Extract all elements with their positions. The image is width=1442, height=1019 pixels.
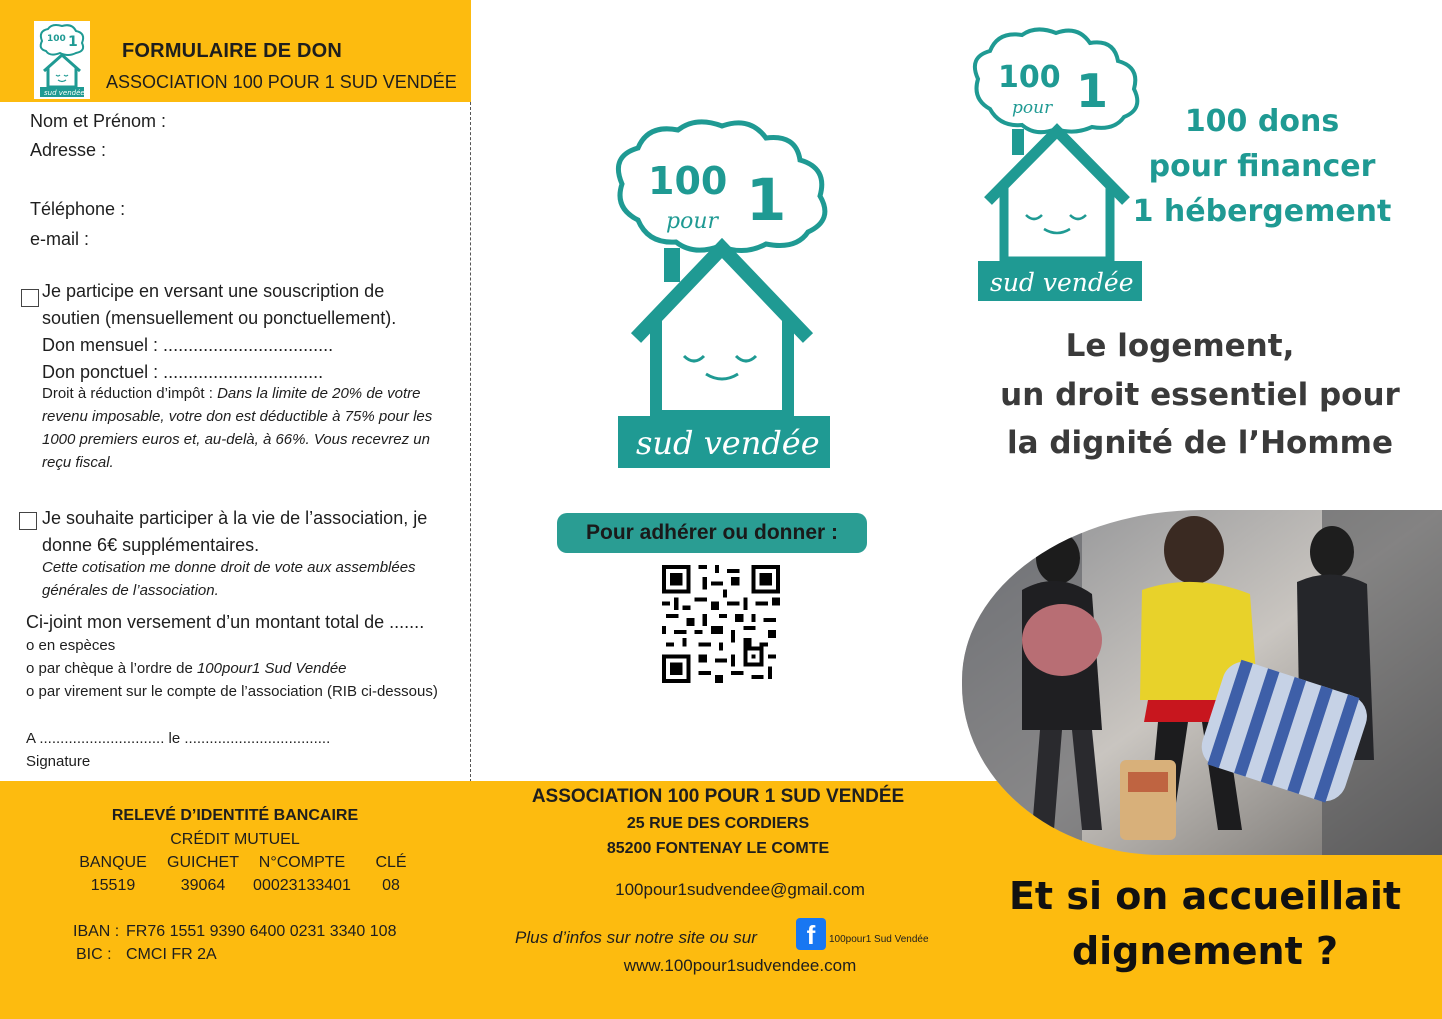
option2-note: [42, 556, 467, 602]
svg-text:100: 100: [998, 60, 1061, 95]
form-title: FORMULAIRE DE DON: [122, 40, 343, 62]
qr-code[interactable]: [662, 565, 780, 683]
option2-note-line1: Cette cotisation me donne droit de vote aux assemblées: [42, 559, 416, 576]
question-line2: dignement ?: [1071, 929, 1339, 973]
bank-name: CRÉDIT MUTUEL: [170, 831, 300, 848]
bank-header-guichet: GUICHET: [167, 854, 239, 871]
phone-field-label: Téléphone :: [30, 199, 126, 219]
slogan-line2: pour financer: [1148, 149, 1376, 184]
pay-check-option: o par chèque à l’ordre de: [26, 660, 197, 677]
iban-value: FR76 1551 9390 6400 0231 3340 108: [126, 923, 397, 940]
headline-line1: Le logement,: [1065, 328, 1295, 364]
bank-value-guichet: 39064: [180, 877, 226, 894]
svg-text:sud vendée: sud vendée: [990, 268, 1134, 297]
subscription-checkbox[interactable]: [21, 289, 39, 307]
question-line1: Et si on accueillait: [1008, 874, 1402, 918]
join-donate-banner: Pour adhérer ou donner :: [557, 513, 867, 553]
bank-header-cle: CLÉ: [375, 854, 407, 871]
option2-note-line2: générales de l’association.: [42, 582, 219, 599]
pay-transfer-option: o par virement sur le compte de l’association (RIB ci-dessous): [26, 683, 438, 700]
name-field-label: Nom et Prénom :: [30, 111, 167, 131]
bank-header-banque: BANQUE: [79, 854, 147, 871]
headline-line3: la dignité de l’Homme: [1007, 425, 1393, 461]
option1-line2: soutien (mensuellement ou ponctuellement).: [42, 308, 397, 328]
header-logo: [34, 21, 90, 99]
footer-association: ASSOCIATION 100 POUR 1 SUD VENDÉE: [531, 786, 905, 807]
svg-text:sud vendée: sud vendée: [44, 89, 85, 97]
iban-label: IBAN :: [73, 923, 120, 940]
address-field-label: Adresse :: [30, 140, 107, 160]
bic-label: BIC :: [76, 946, 112, 963]
cover-logo: [958, 25, 1156, 305]
oneoff-donation-field: Don ponctuel : ................................: [42, 362, 324, 382]
bank-value-banque: 15519: [90, 877, 136, 894]
tax-line4: reçu fiscal.: [42, 454, 114, 471]
slogan-line3: 1 hébergement: [1132, 194, 1392, 229]
tax-line1: Dans la limite de 20% de votre: [217, 385, 421, 402]
payment-methods: [26, 634, 466, 703]
membership-checkbox[interactable]: [19, 512, 37, 530]
tax-info: [42, 382, 467, 474]
slogan-line1: 100 dons: [1184, 104, 1340, 139]
svg-text:1: 1: [1076, 64, 1109, 118]
svg-text:1: 1: [68, 34, 78, 50]
option2-line2: donne 6€ supplémentaires.: [42, 535, 260, 555]
bank-value-cle: 08: [382, 877, 400, 894]
facebook-page-name[interactable]: 100pour1 Sud Vendée: [829, 934, 929, 945]
svg-text:100: 100: [47, 34, 66, 44]
footer-street: 25 RUE DES CORDIERS: [626, 815, 810, 832]
bank-header-compte: N°COMPTE: [258, 854, 346, 871]
logo-text-100: 100: [648, 159, 728, 203]
bank-title: RELEVÉ D’IDENTITÉ BANCAIRE: [111, 807, 359, 824]
pay-cash-option: o en espèces: [26, 637, 116, 654]
form-association-name: ASSOCIATION 100 POUR 1 SUD VENDÉE: [106, 72, 457, 92]
headline-line2: un droit essentiel pour: [1000, 377, 1400, 413]
signature-label: Signature: [26, 753, 91, 770]
tax-line3: 1000 premiers euros et, au-delà, à 66%. Vous recevrez un: [42, 431, 430, 448]
facebook-icon[interactable]: f: [796, 918, 826, 950]
option1-line1: Je participe en versant une souscription de: [42, 281, 385, 301]
logo-text-1: 1: [746, 166, 787, 234]
tax-prefix: Droit à réduction d’impôt :: [42, 385, 218, 402]
monthly-donation-field: Don mensuel : ..................................: [42, 335, 334, 355]
cut-line: [470, 102, 471, 782]
bank-value-compte: 00023133401: [253, 877, 351, 894]
tax-line2: revenu imposable, votre don est déductible à 75% pour les: [42, 408, 433, 425]
email-field-label: e-mail :: [30, 229, 90, 249]
center-logo: [596, 116, 848, 472]
footer-more-info: Plus d’infos sur notre site ou sur: [515, 928, 757, 947]
svg-text:pour: pour: [1012, 98, 1053, 118]
option2-line1: Je souhaite participer à la vie de l’association, je: [42, 508, 428, 528]
logo-text-sud-vendee: sud vendée: [636, 424, 820, 462]
footer-email-link[interactable]: 100pour1sudvendee@gmail.com: [615, 880, 865, 899]
footer-city: 85200 FONTENAY LE COMTE: [606, 840, 830, 857]
bic-value: CMCI FR 2A: [126, 946, 217, 963]
logo-text-pour: pour: [666, 209, 719, 234]
pay-check-payee: 100pour1 Sud Vendée: [196, 660, 347, 677]
total-amount-field: Ci-joint mon versement d’un montant total de .......: [26, 612, 425, 632]
cover-photo: [962, 510, 1442, 855]
place-date-field: A .............................. le ...................................: [26, 730, 331, 747]
footer-website-link[interactable]: www.100pour1sudvendee.com: [623, 956, 857, 975]
